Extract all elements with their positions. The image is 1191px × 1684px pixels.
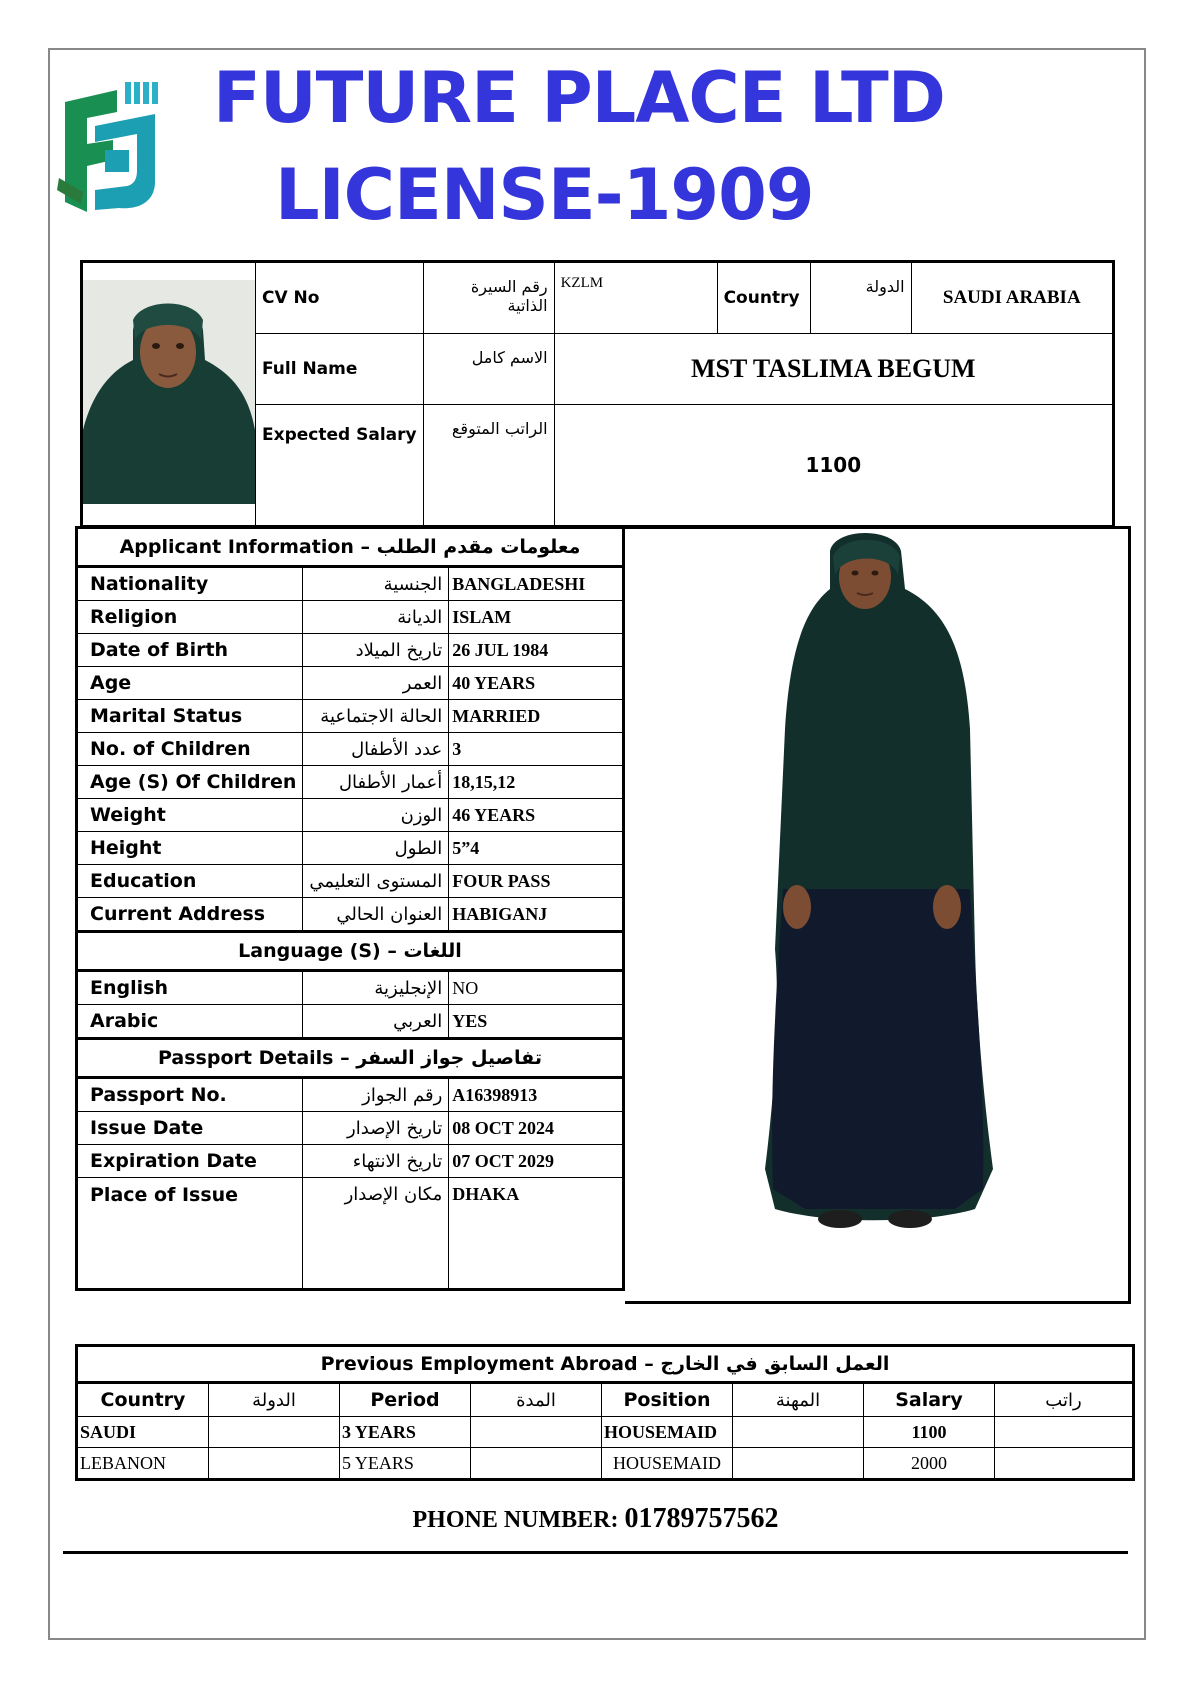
cv-no-value: KZLM bbox=[554, 262, 717, 334]
employment-header-row bbox=[77, 1383, 1134, 1417]
row-label-ar: أعمار الأطفال bbox=[303, 766, 449, 799]
full-body-photo bbox=[625, 526, 1131, 1304]
country-value: SAUDI ARABIA bbox=[911, 262, 1113, 334]
row-value: FOUR PASS bbox=[449, 865, 624, 898]
table-row bbox=[77, 1178, 624, 1290]
row-label: Education bbox=[77, 865, 303, 898]
row-label-ar: المستوى التعليمي bbox=[303, 865, 449, 898]
table-row bbox=[77, 865, 624, 898]
row-label: Age (S) Of Children bbox=[77, 766, 303, 799]
row-label-ar: الديانة bbox=[303, 601, 449, 634]
row-label-ar: العنوان الحالي bbox=[303, 898, 449, 932]
row-label: Weight bbox=[77, 799, 303, 832]
headshot-photo bbox=[82, 262, 256, 527]
applicant-title: Applicant Information – معلومات مقدم الطلب bbox=[77, 528, 624, 567]
row-value: 07 OCT 2029 bbox=[449, 1145, 624, 1178]
col-header-period-ar: المدة bbox=[471, 1383, 602, 1417]
row-value: 08 OCT 2024 bbox=[449, 1112, 624, 1145]
row-label-ar: الإنجليزية bbox=[303, 971, 449, 1005]
row-label: Passport No. bbox=[77, 1078, 303, 1112]
table-row bbox=[77, 1112, 624, 1145]
row-label: Age bbox=[77, 667, 303, 700]
row-value: HABIGANJ bbox=[449, 898, 624, 932]
col-header-period: Period bbox=[340, 1383, 471, 1417]
row-label: English bbox=[77, 971, 303, 1005]
row-value: A16398913 bbox=[449, 1078, 624, 1112]
expected-salary-value: 1100 bbox=[554, 405, 1113, 527]
emp-position: HOUSEMAID bbox=[602, 1448, 733, 1480]
emp-country-ar-blank bbox=[209, 1448, 340, 1480]
summary-table bbox=[80, 260, 1115, 528]
row-label: Current Address bbox=[77, 898, 303, 932]
row-value: 18,15,12 bbox=[449, 766, 624, 799]
language-title: Language (S) – اللغات bbox=[77, 932, 624, 971]
emp-period-ar-blank bbox=[471, 1448, 602, 1480]
phone-line bbox=[0, 1503, 1191, 1535]
row-label-ar: تاريخ الميلاد bbox=[303, 634, 449, 667]
cv-no-label-ar: رقم السيرة الذاتية bbox=[423, 262, 554, 334]
row-label: Issue Date bbox=[77, 1112, 303, 1145]
col-header-salary: Salary bbox=[864, 1383, 995, 1417]
table-row bbox=[77, 1145, 624, 1178]
full-name-label: Full Name bbox=[256, 334, 424, 405]
row-value: 5”4 bbox=[449, 832, 624, 865]
row-label: Expiration Date bbox=[77, 1145, 303, 1178]
col-header-country-ar: الدولة bbox=[209, 1383, 340, 1417]
table-row bbox=[77, 1005, 624, 1039]
table-row bbox=[77, 799, 624, 832]
emp-country: SAUDI bbox=[77, 1417, 209, 1448]
applicant-table bbox=[75, 526, 625, 1291]
col-header-salary-ar: راتب bbox=[995, 1383, 1134, 1417]
row-value: NO bbox=[449, 971, 624, 1005]
emp-country: LEBANON bbox=[77, 1448, 209, 1480]
full-name-value: MST TASLIMA BEGUM bbox=[554, 334, 1113, 405]
table-row bbox=[77, 667, 624, 700]
row-label: Religion bbox=[77, 601, 303, 634]
country-label: Country bbox=[717, 262, 810, 334]
emp-position: HOUSEMAID bbox=[602, 1417, 733, 1448]
emp-salary-ar-blank bbox=[995, 1417, 1134, 1448]
table-row bbox=[77, 971, 624, 1005]
expected-salary-label-ar: الراتب المتوقع bbox=[423, 405, 554, 527]
row-label-ar: الحالة الاجتماعية bbox=[303, 700, 449, 733]
table-row bbox=[77, 832, 624, 865]
row-value: 26 JUL 1984 bbox=[449, 634, 624, 667]
row-value: MARRIED bbox=[449, 700, 624, 733]
row-label-ar: عدد الأطفال bbox=[303, 733, 449, 766]
row-label-ar: رقم الجواز bbox=[303, 1078, 449, 1112]
row-value: BANGLADESHI bbox=[449, 567, 624, 601]
table-row bbox=[77, 567, 624, 601]
row-label-ar: العربي bbox=[303, 1005, 449, 1039]
table-row bbox=[77, 601, 624, 634]
col-header-position-ar: المهنة bbox=[733, 1383, 864, 1417]
table-row bbox=[77, 1078, 624, 1112]
passport-title: Passport Details – تفاصيل جواز السفر bbox=[77, 1039, 624, 1078]
brand-name: FUTURE PLACE LTD bbox=[213, 57, 945, 139]
row-label: Marital Status bbox=[77, 700, 303, 733]
emp-period: 3 YEARS bbox=[340, 1417, 471, 1448]
emp-position-ar-blank bbox=[733, 1448, 864, 1480]
row-label-ar: مكان الإصدار bbox=[303, 1178, 449, 1290]
emp-salary: 2000 bbox=[864, 1448, 995, 1480]
full-name-label-ar: الاسم كامل bbox=[423, 334, 554, 405]
row-value: 46 YEARS bbox=[449, 799, 624, 832]
fp-logo-icon bbox=[55, 82, 167, 216]
portrait-image bbox=[83, 280, 255, 504]
table-row bbox=[77, 1448, 1134, 1480]
row-label-ar: الجنسية bbox=[303, 567, 449, 601]
footer-rule bbox=[63, 1551, 1128, 1554]
row-value: ISLAM bbox=[449, 601, 624, 634]
full-body-image bbox=[625, 529, 1128, 1301]
row-value: YES bbox=[449, 1005, 624, 1039]
row-label: Nationality bbox=[77, 567, 303, 601]
cv-no-label: CV No bbox=[256, 262, 424, 334]
row-label-ar: الطول bbox=[303, 832, 449, 865]
row-label-ar: تاريخ الانتهاء bbox=[303, 1145, 449, 1178]
employment-title: Previous Employment Abroad – العمل السابق في الخارج bbox=[77, 1346, 1134, 1383]
emp-salary-ar-blank bbox=[995, 1448, 1134, 1480]
row-value: 40 YEARS bbox=[449, 667, 624, 700]
table-row bbox=[77, 1417, 1134, 1448]
row-label: Arabic bbox=[77, 1005, 303, 1039]
row-label: Place of Issue bbox=[77, 1178, 303, 1290]
emp-period-ar-blank bbox=[471, 1417, 602, 1448]
row-label-ar: تاريخ الإصدار bbox=[303, 1112, 449, 1145]
table-row bbox=[77, 700, 624, 733]
table-row bbox=[77, 634, 624, 667]
row-label-ar: الوزن bbox=[303, 799, 449, 832]
license-number: LICENSE-1909 bbox=[275, 154, 814, 236]
emp-period: 5 YEARS bbox=[340, 1448, 471, 1480]
emp-salary: 1100 bbox=[864, 1417, 995, 1448]
col-header-position: Position bbox=[602, 1383, 733, 1417]
table-row bbox=[77, 733, 624, 766]
phone-number: 01789757562 bbox=[624, 1503, 779, 1534]
emp-country-ar-blank bbox=[209, 1417, 340, 1448]
phone-label: PHONE NUMBER: bbox=[412, 1507, 619, 1533]
employment-table bbox=[75, 1344, 1135, 1481]
table-row bbox=[77, 766, 624, 799]
table-row bbox=[77, 898, 624, 932]
row-label: No. of Children bbox=[77, 733, 303, 766]
row-label: Date of Birth bbox=[77, 634, 303, 667]
row-label-ar: العمر bbox=[303, 667, 449, 700]
emp-position-ar-blank bbox=[733, 1417, 864, 1448]
country-label-ar: الدولة bbox=[810, 262, 911, 334]
row-value: 3 bbox=[449, 733, 624, 766]
row-label: Height bbox=[77, 832, 303, 865]
row-value: DHAKA bbox=[449, 1178, 624, 1290]
col-header-country: Country bbox=[77, 1383, 209, 1417]
expected-salary-label: Expected Salary bbox=[256, 405, 424, 527]
